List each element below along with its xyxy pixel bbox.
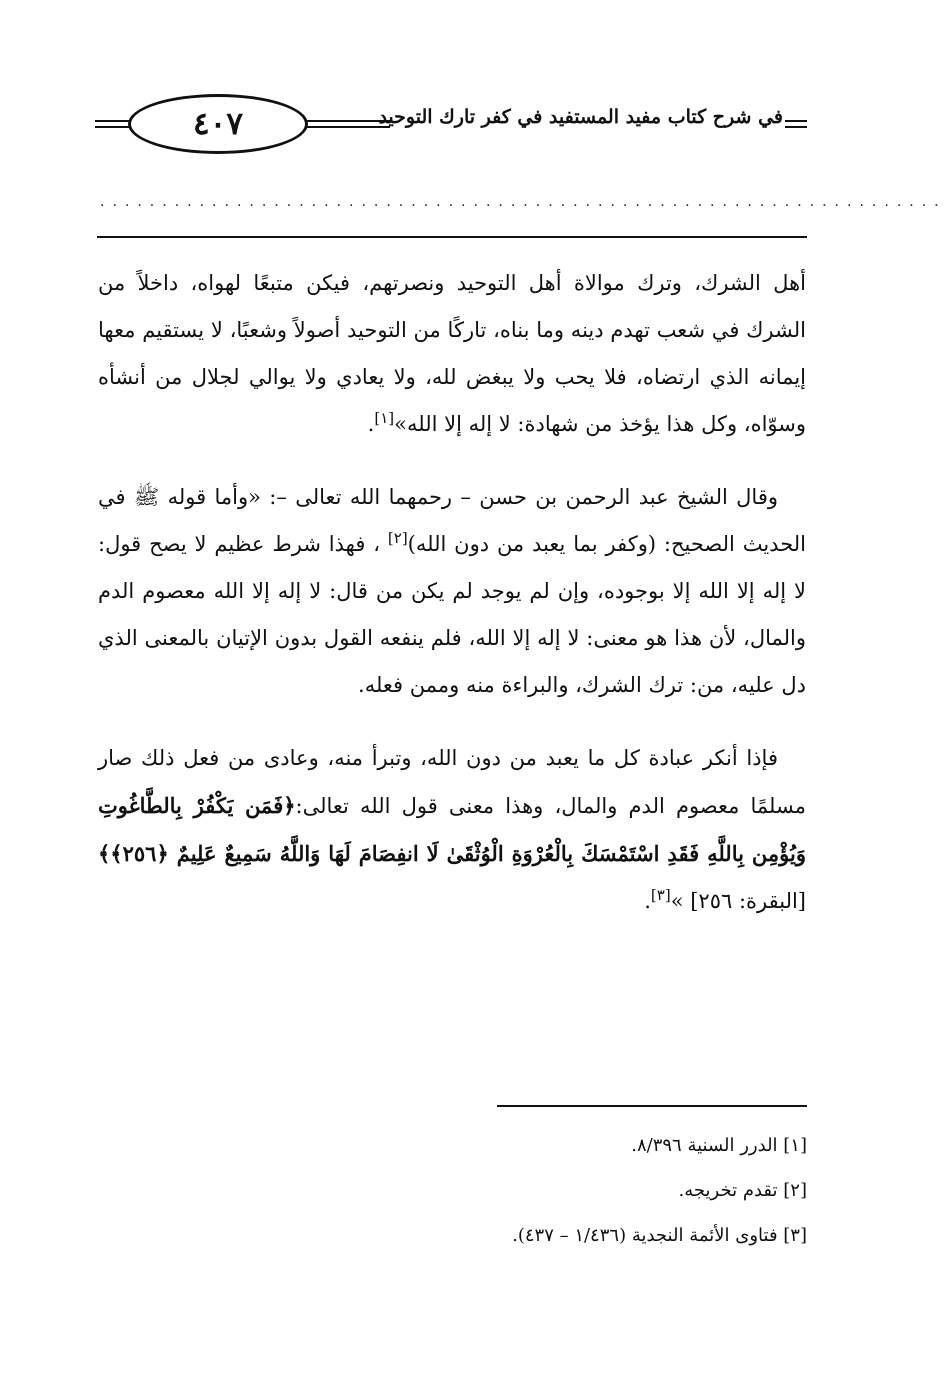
top-rule bbox=[97, 236, 807, 238]
header-ornament-line bbox=[305, 120, 390, 128]
dotted-separator: .................................................................... bbox=[100, 194, 947, 210]
paragraph-tail: . bbox=[644, 889, 651, 913]
surah-reference: [البقرة: ٢٥٦] » bbox=[670, 889, 806, 913]
running-title: في شرح كتاب مفيد المستفيد في كفر تارك التوحيد bbox=[378, 106, 783, 128]
page-number-oval bbox=[128, 94, 308, 154]
page-header bbox=[95, 92, 807, 162]
paragraph-text: أهل الشرك، وترك موالاة أهل التوحيد ونصرتهم، فيكن متبعًا لهواه، داخلاً من الشرك في شعب تهدم دينه وما بناه، تاركًا من التوحيد أصولاً وشعبًا، لا يستقيم معها إيمانه الذي ارتضاه، فلا يحب ولا يبغض لله، ولا يعادي ولا يوالي لجلال من أنشأه وسوّاه، وكل هذا يؤخذ من شهادة: لا إله إلا الله» bbox=[98, 271, 806, 436]
paragraph-1 bbox=[98, 260, 806, 448]
footnote-rule bbox=[497, 1105, 807, 1107]
footnote-2: [٢] تقدم تخريجه. bbox=[678, 1180, 807, 1201]
paragraph-3 bbox=[98, 735, 806, 925]
footnote-ref-3: [٣] bbox=[650, 886, 671, 904]
paragraph-text: وقال الشيخ عبد الرحمن بن حسن – رحمهما الله تعالى –: «وأما قوله ﷺ في الحديث الصحيح: (وكفر بما يعبد من دون الله) bbox=[98, 485, 806, 556]
header-ornament-line bbox=[785, 120, 807, 128]
paragraph-2 bbox=[98, 474, 806, 709]
header-ornament-line bbox=[95, 120, 131, 128]
footnotes bbox=[300, 1123, 807, 1258]
paragraph-text: فإذا أنكر عبادة كل ما يعبد من دون الله، وتبرأ منه، وعادى من فعل ذلك صار مسلمًا معصوم الدم والمال، وهذا معنى قول الله تعالى: bbox=[98, 746, 806, 818]
footnote-3: [٣] فتاوى الأئمة النجدية (١/٤٣٦ – ٤٣٧). bbox=[512, 1225, 807, 1246]
footnote-ref-2: [٢] bbox=[387, 529, 408, 547]
footnote-1: [١] الدرر السنية ٨/٣٩٦. bbox=[631, 1135, 807, 1156]
main-text bbox=[98, 260, 806, 951]
footnote-ref-1: [١] bbox=[374, 409, 395, 427]
paragraph-tail: . bbox=[367, 412, 375, 436]
paragraph-tail: ، فهذا شرط عظيم لا يصح قول: لا إله إلا الله إلا بوجوده، وإن لم يوجد لم يكن من قال: لا إله إلا الله معصوم الدم والمال، لأن هذا هو معنى: لا إله إلا الله، فلم ينفعه القول بدون الإتيان بالمعنى الذي دل عليه، من: ترك الشرك، والبراءة منه وممن فعله. bbox=[98, 532, 806, 697]
page-number: ٤٠٧ bbox=[193, 106, 243, 142]
quran-verse: ﴿فَمَن يَكْفُرْ بِالطَّاغُوتِ وَيُؤْمِن بِاللَّهِ فَقَدِ اسْتَمْسَكَ بِالْعُرْوَةِ الْوُثْقَىٰ لَا انفِصَامَ لَهَا وَاللَّهُ سَمِيعٌ عَلِيمٌ ﴿٢٥٦﴾﴾ bbox=[98, 793, 806, 866]
